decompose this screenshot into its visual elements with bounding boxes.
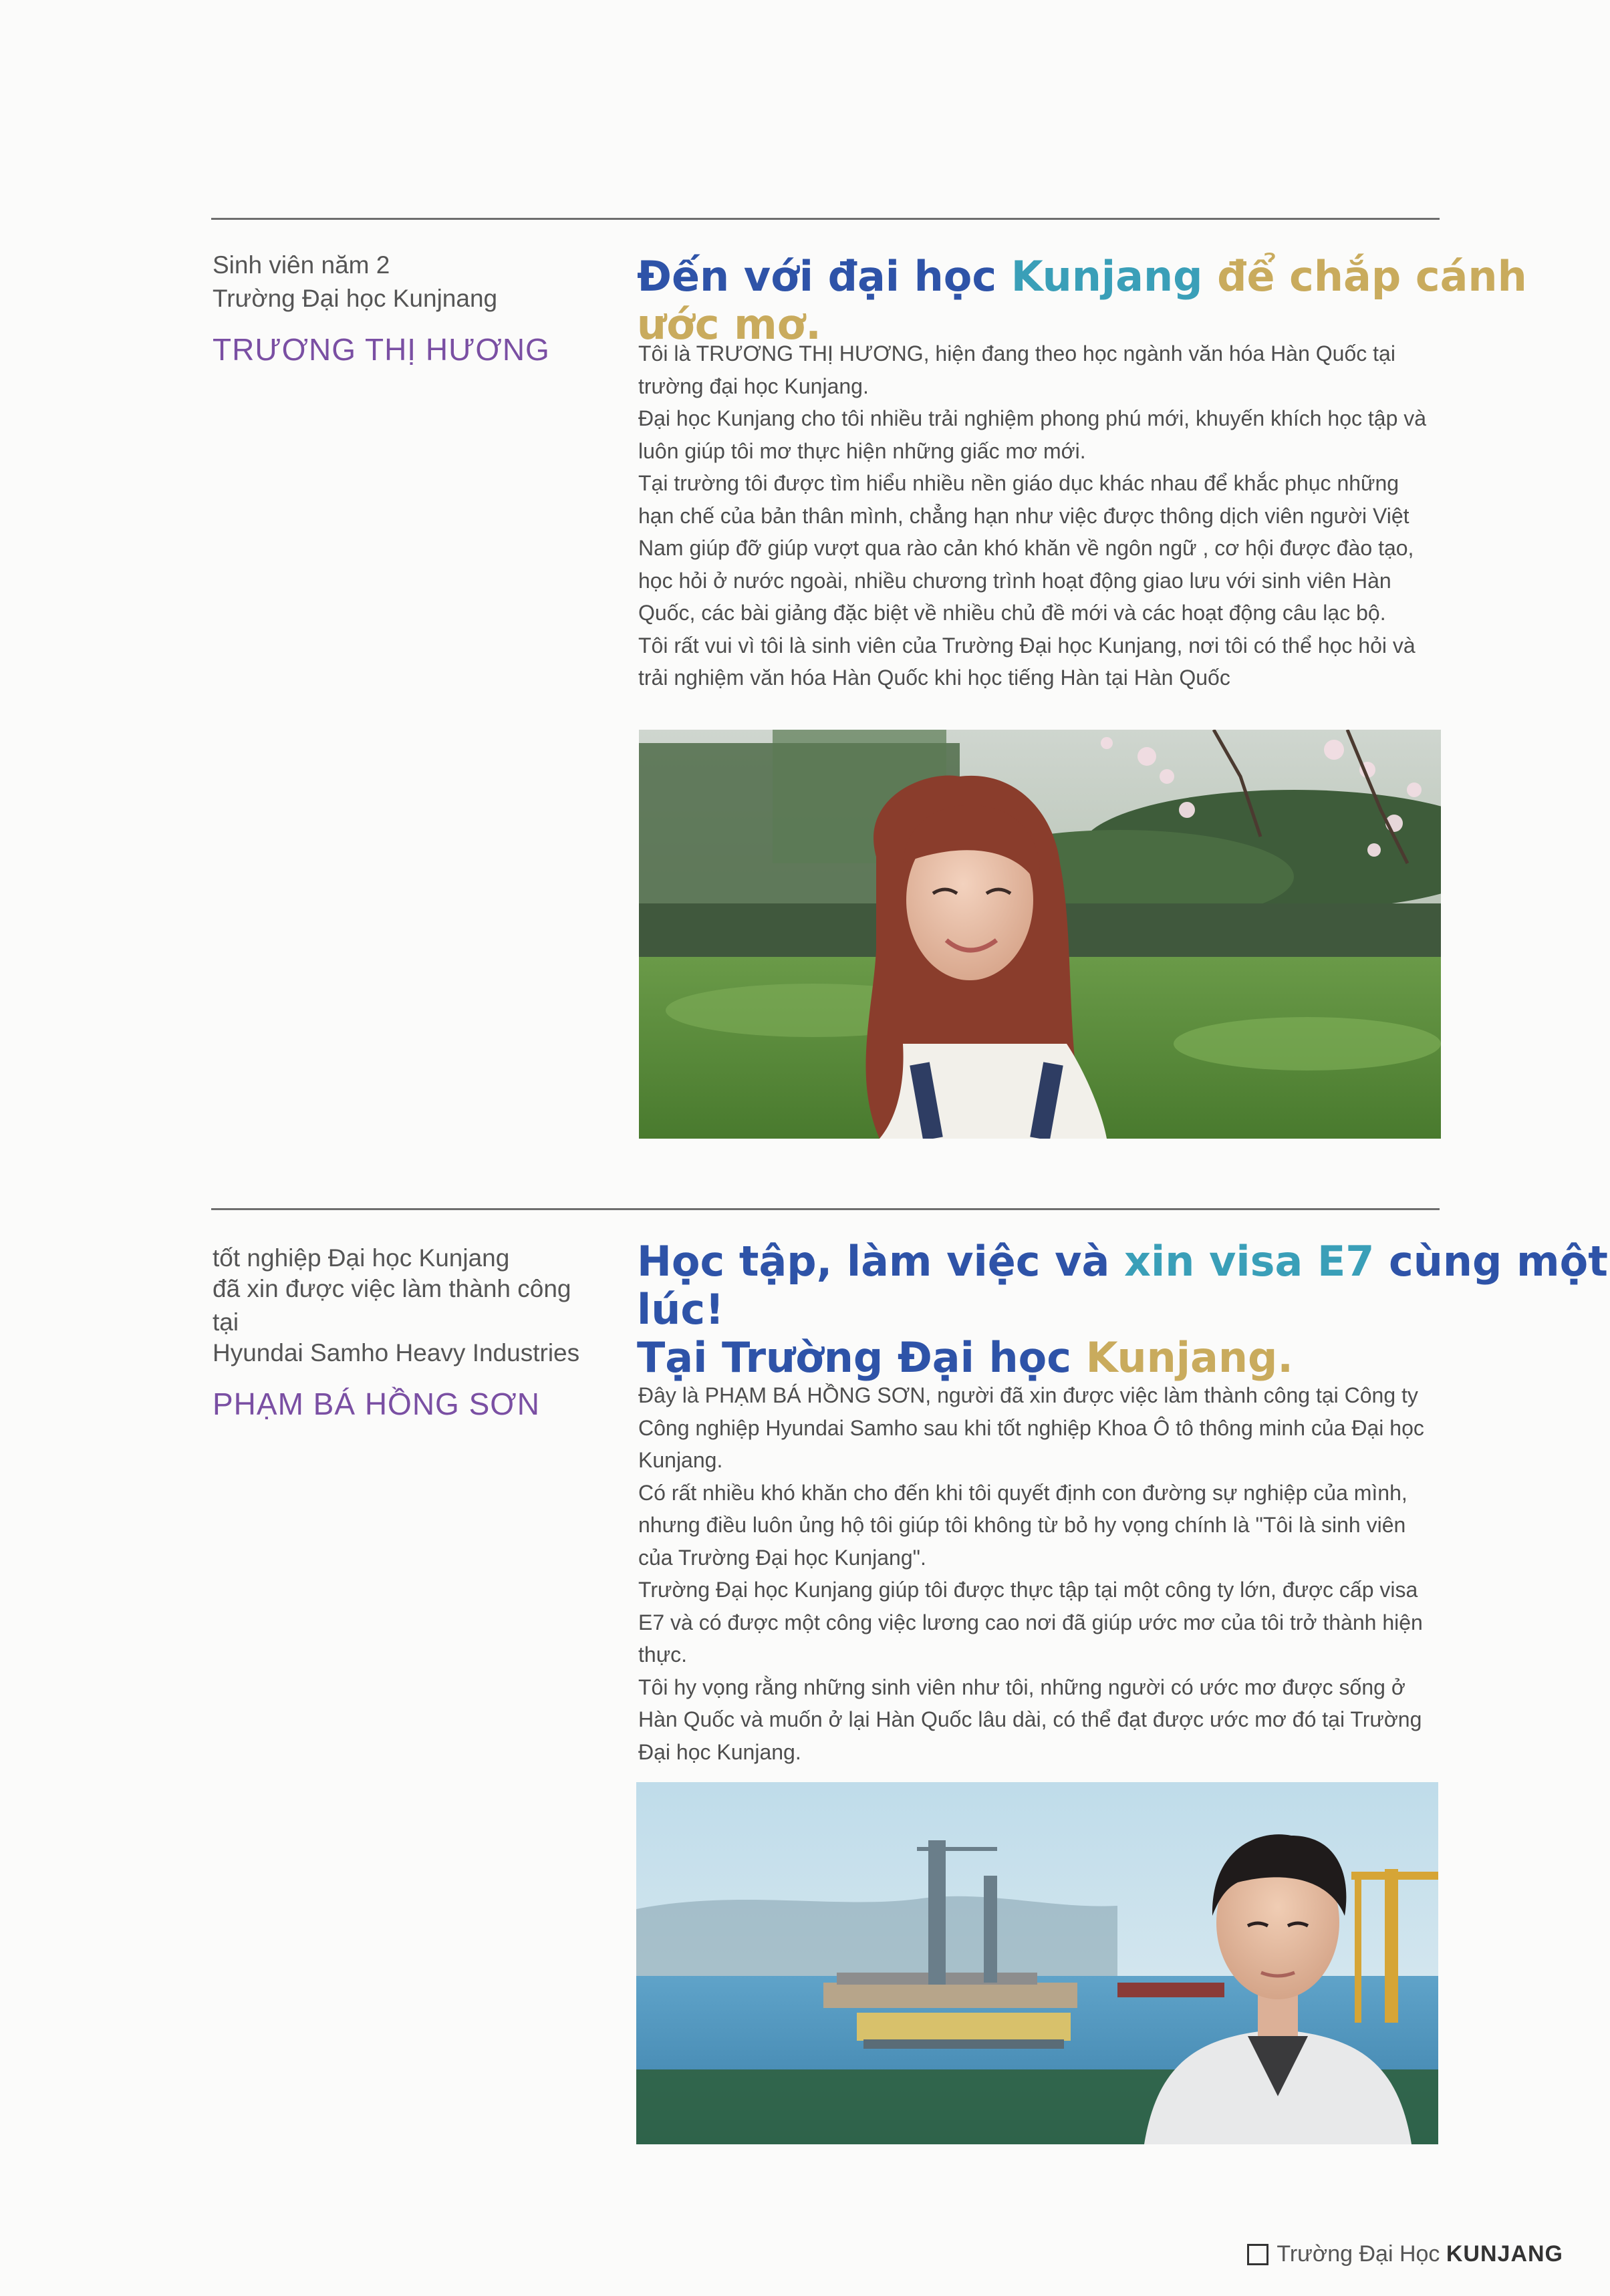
- section1-testimonial: [638, 337, 1440, 694]
- paragraph: Tôi hy vọng rằng những sinh viên như tôi, những người có ước mơ được sống ở Hàn Quốc và muốn ở lại Hàn Quốc lâu dài, có thể đạt được ước mơ đó tại Trường Đại học Kunjang.: [638, 1675, 1422, 1764]
- student-role-line: Trường Đại học Kunjnang: [213, 285, 498, 312]
- student-role-line: Hyundai Samho Heavy Industries: [213, 1339, 580, 1367]
- section1-student-info: [213, 249, 587, 366]
- footer-brand: KUNJANG: [1446, 2241, 1563, 2267]
- paragraph: Tôi là TRƯƠNG THỊ HƯƠNG, hiện đang theo học ngành văn hóa Hàn Quốc tại trường đại học Kunjang.: [638, 341, 1395, 398]
- section1-divider: [211, 218, 1440, 220]
- student-photo-huong: [639, 730, 1441, 1139]
- portrait-illustration: [636, 1782, 1438, 2144]
- page-footer: [1247, 2241, 1563, 2267]
- paragraph: Tại trường tôi được tìm hiểu nhiều nền giáo dục khác nhau để khắc phục những hạn chế của bản thân mình, chẳng hạn như việc được thông dịch viên người Việt Nam giúp đỡ giúp vượt qua rào cản khó khăn về ngôn ngữ , cơ hội được đào tạo, học hỏi ở nước ngoài, nhiều chương trình hoạt động giao lưu với sinh viên Hàn Quốc, các bài giảng đặc biệt về nhiều chủ đề mới và các hoạt động câu lạc bộ.: [638, 471, 1414, 625]
- paragraph: Tôi rất vui vì tôi là sinh viên của Trường Đại học Kunjang, nơi tôi có thể học hỏi và trải nghiệm văn hóa Hàn Quốc khi học tiếng Hàn tại Hàn Quốc: [638, 633, 1416, 690]
- student-name: TRƯƠNG THỊ HƯƠNG: [213, 332, 550, 367]
- student-photo-son: [636, 1782, 1438, 2144]
- section2-student-info: [213, 1242, 587, 1421]
- section2-divider: [211, 1208, 1440, 1210]
- paragraph: Đây là PHẠM BÁ HỒNG SƠN, người đã xin được việc làm thành công tại Công ty Công nghiệp Hyundai Samho sau khi tốt nghiệp Khoa Ô tô thông minh của Đại học Kunjang.: [638, 1383, 1424, 1472]
- student-role-line: Sinh viên năm 2: [213, 251, 390, 279]
- student-role-line: đã xin được việc làm thành công tại: [213, 1275, 571, 1336]
- section2-testimonial: [638, 1379, 1440, 1768]
- section2-headline: Học tập, làm việc và xin visa E7 cùng một lúc! Tại Trường Đại học Kunjang.: [637, 1237, 1608, 1382]
- paragraph: Trường Đại học Kunjang giúp tôi được thực tập tại một công ty lớn, được cấp visa E7 và có được một công việc lương cao nơi đã giúp ước mơ của tôi trở thành hiện thực.: [638, 1578, 1423, 1667]
- footer-label: Trường Đại Học KUNJANG: [1277, 2241, 1563, 2267]
- section1-headline: Đến với đại học Kunjang để chắp cánh ước mơ.: [637, 252, 1527, 349]
- logo-square-icon: [1247, 2244, 1268, 2265]
- student-name: PHẠM BÁ HỒNG SƠN: [213, 1387, 540, 1421]
- student-role-line: tốt nghiệp Đại học Kunjang: [213, 1244, 510, 1272]
- paragraph: Đại học Kunjang cho tôi nhiều trải nghiệm phong phú mới, khuyến khích học tập và luôn giúp tôi mơ thực hiện những giấc mơ mới.: [638, 406, 1427, 463]
- portrait-illustration: [639, 730, 1441, 1139]
- paragraph: Có rất nhiều khó khăn cho đến khi tôi quyết định con đường sự nghiệp của mình, nhưng điều luôn ủng hộ tôi giúp tôi không từ bỏ hy vọng chính là "Tôi là sinh viên của Trường Đại học Kunjang".: [638, 1480, 1407, 1570]
